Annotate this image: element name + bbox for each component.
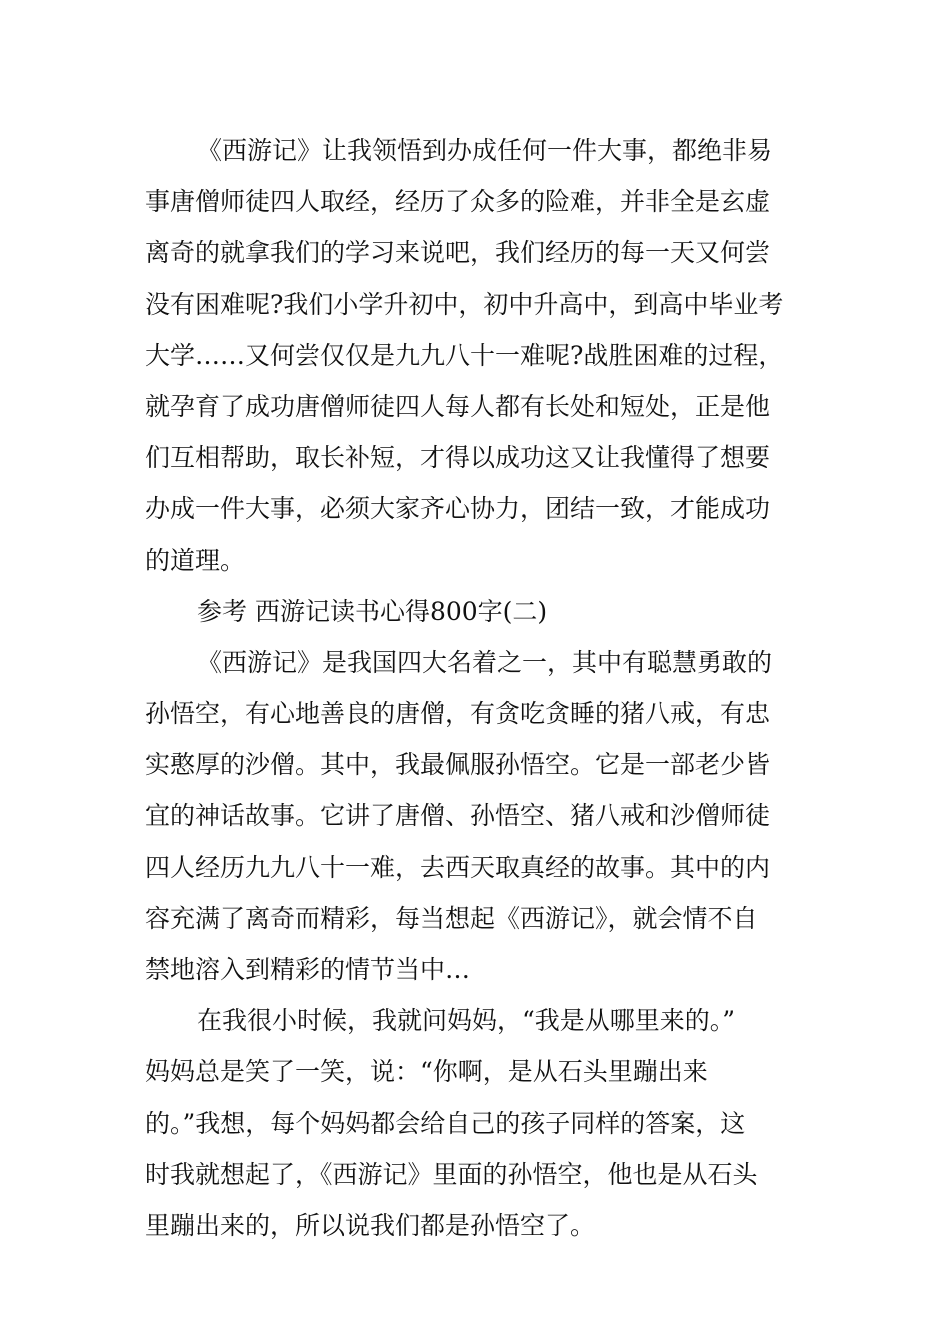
text-line: 的道理。	[145, 545, 246, 575]
text-line: 离奇的就拿我们的学习来说吧，我们经历的每一天又何尝	[145, 238, 771, 268]
text-line: 的。”我想，每个妈妈都会给自己的孩子同样的答案，这	[145, 1108, 746, 1138]
paragraph-2	[145, 637, 810, 995]
text-line: 《西游记》是我国四大名着之一，其中有聪慧勇敢的	[197, 647, 773, 677]
heading-text: 参考 西游记读书心得800字(二)	[197, 596, 548, 626]
text-line: 宜的神话故事。它讲了唐僧、孙悟空、猪八戒和沙僧师徒	[145, 801, 771, 831]
text-line: 们互相帮助，取长补短，才得以成功这又让我懂得了想要	[145, 443, 771, 473]
text-line: 没有困难呢?我们小学升初中，初中升高中，到高中毕业考	[145, 289, 784, 319]
text-line: 容充满了离奇而精彩，每当想起《西游记》，就会情不自	[145, 903, 758, 933]
text-line: 就孕育了成功唐僧师徒四人每人都有长处和短处，正是他	[145, 391, 771, 421]
text-line: 实憨厚的沙僧。其中，我最佩服孙悟空。它是一部老少皆	[145, 750, 771, 780]
section-heading	[145, 586, 810, 637]
text-line: 禁地溶入到精彩的情节当中…	[145, 955, 471, 984]
text-line: 妈妈总是笑了一笑，说：“你啊，是从石头里蹦出来	[145, 1057, 708, 1087]
paragraph-3	[145, 995, 810, 1251]
text-line: 时我就想起了，《西游记》里面的孙悟空，他也是从石头	[145, 1159, 758, 1189]
text-line: 办成一件大事，必须大家齐心协力，团结一致，才能成功	[145, 494, 771, 524]
text-line: 在我很小时候，我就问妈妈，“我是从哪里来的。”	[197, 1006, 736, 1036]
text-line: 里蹦出来的，所以说我们都是孙悟空了。	[145, 1210, 596, 1240]
text-line: 事唐僧师徒四人取经，经历了众多的险难，并非全是玄虚	[145, 187, 771, 217]
paragraph-1	[145, 125, 810, 586]
text-line: 四人经历九九八十一难，去西天取真经的故事。其中的内	[145, 852, 771, 882]
text-body	[145, 125, 810, 1251]
text-line: 大学……又何尝仅仅是九九八十一难呢?战胜困难的过程，	[145, 340, 784, 370]
text-line: 孙悟空，有心地善良的唐僧，有贪吃贪睡的猪八戒，有忠	[145, 699, 771, 729]
text-line: 《西游记》让我领悟到办成任何一件大事，都绝非易	[197, 136, 773, 165]
